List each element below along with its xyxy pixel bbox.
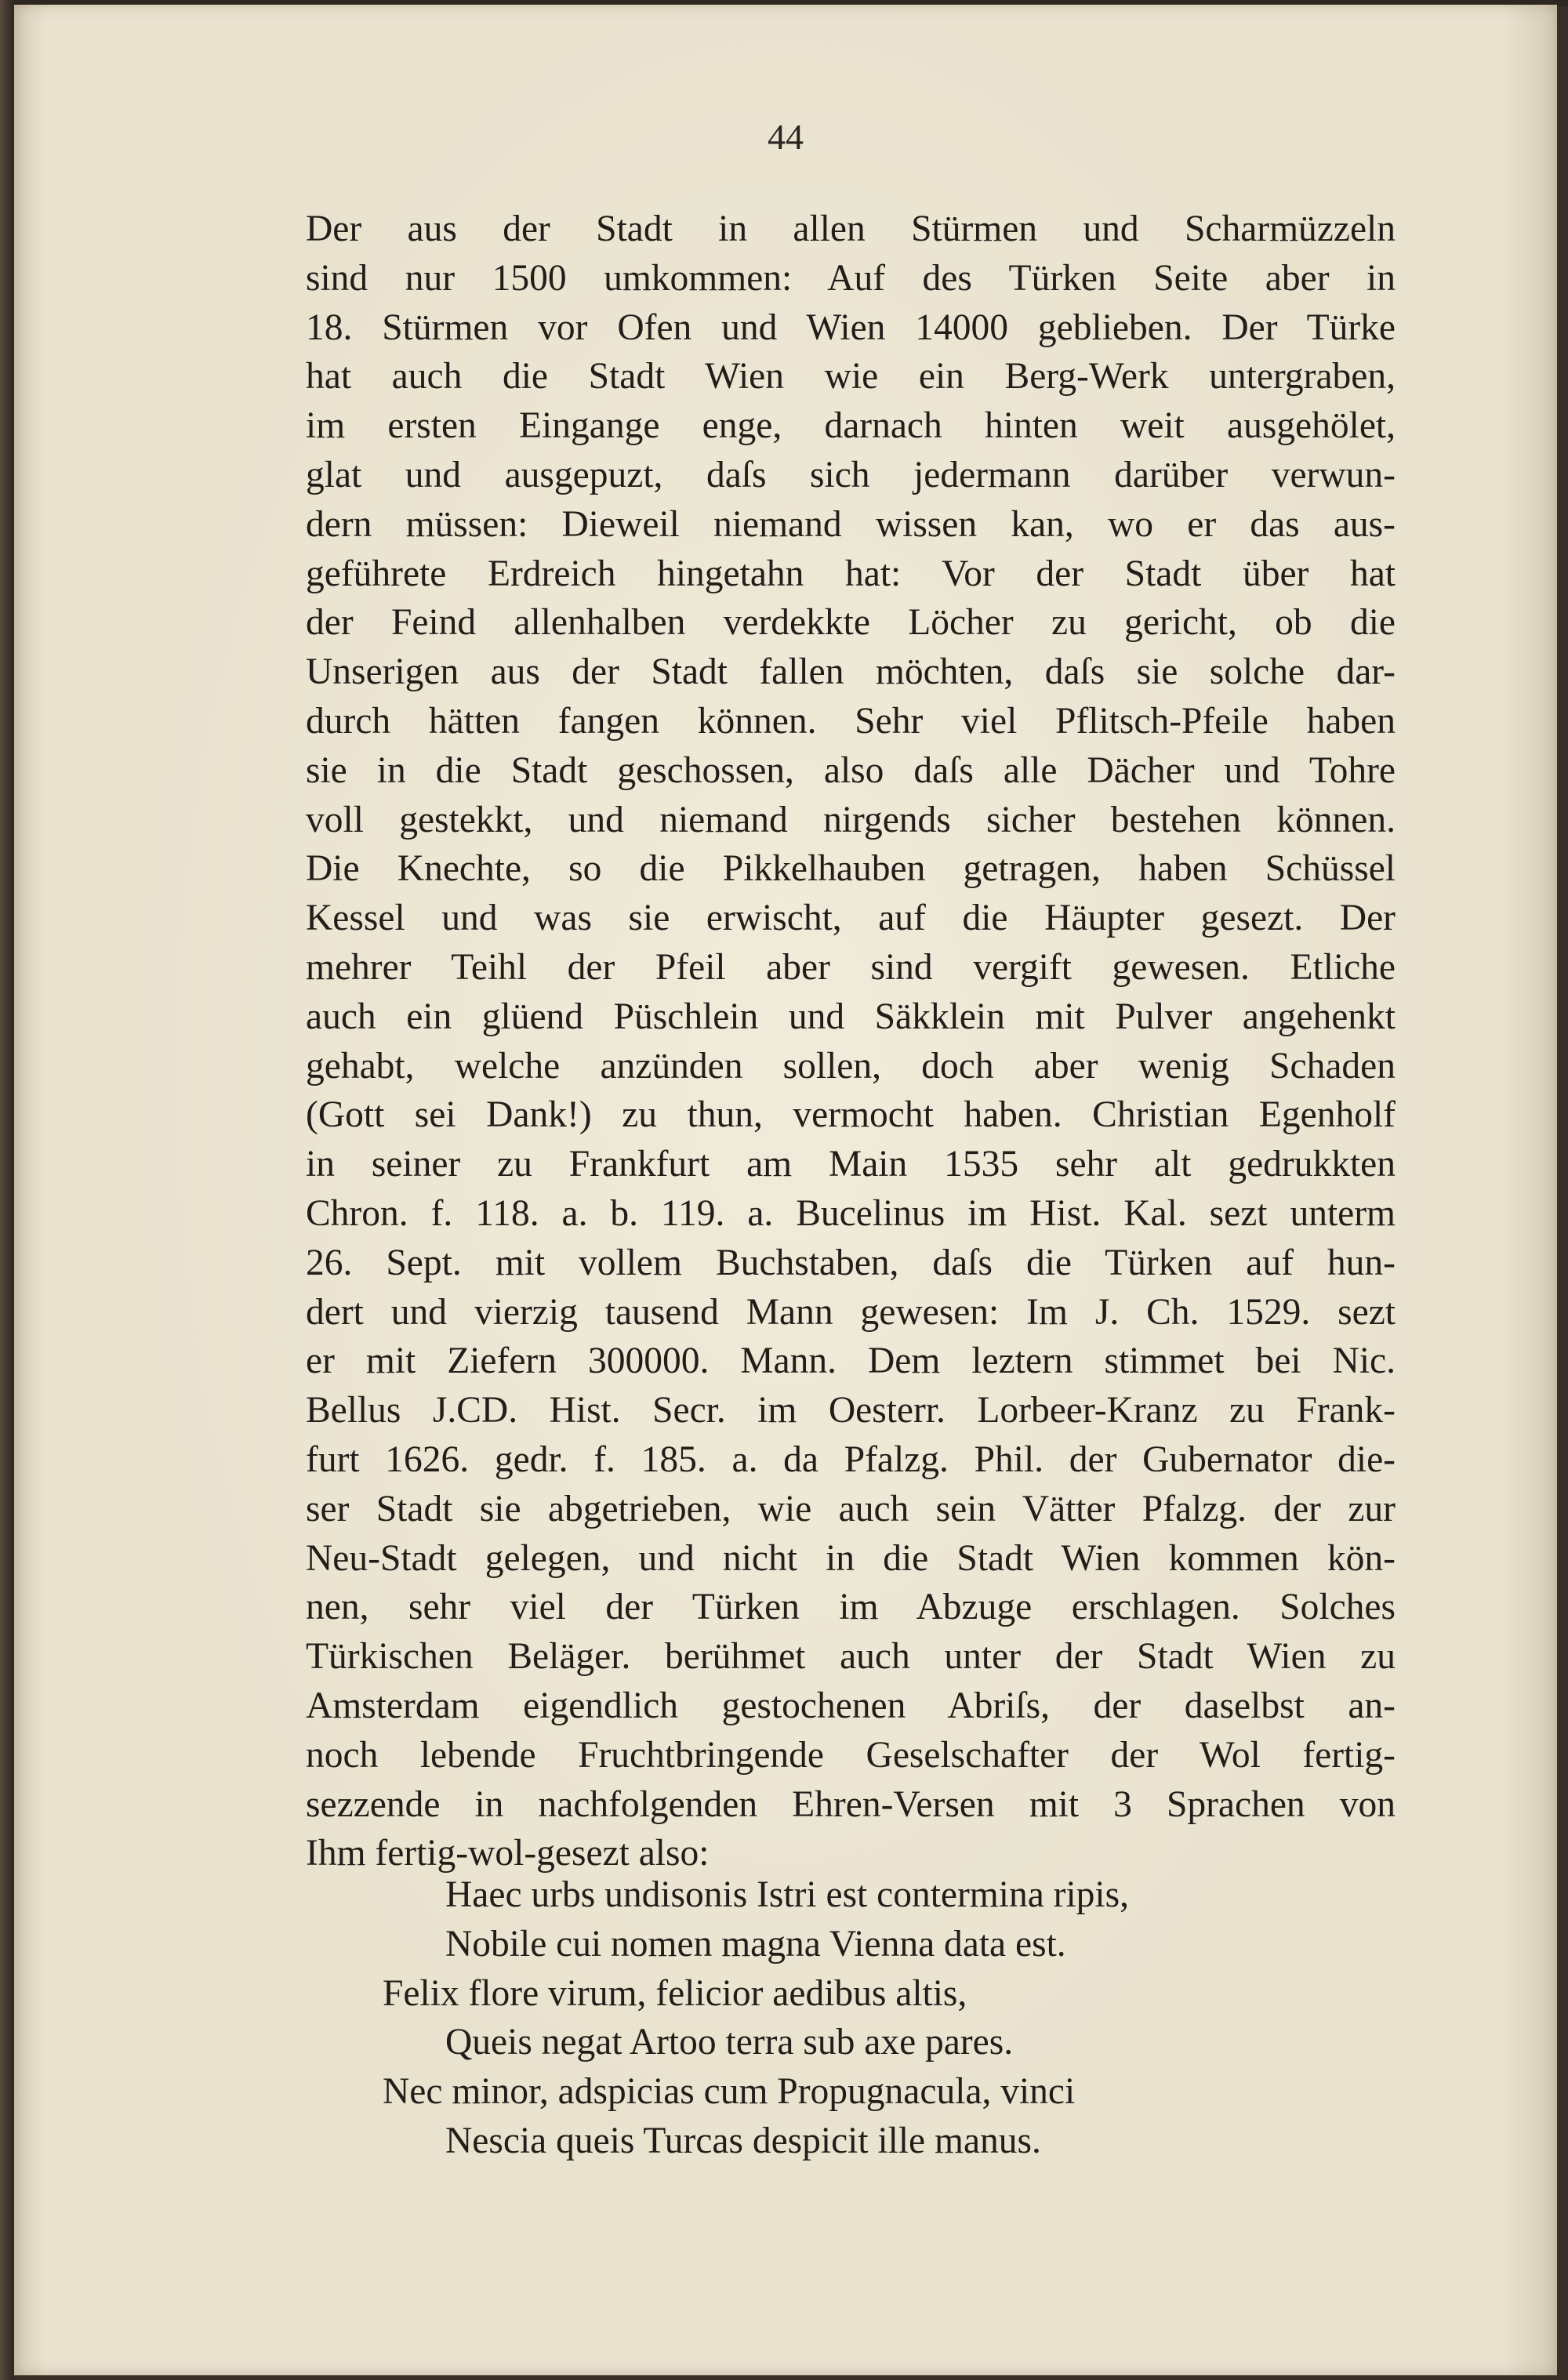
text-line: 26. Sept. mit vollem Buchstaben, daſs die Türken auf hun- (306, 1242, 1396, 1283)
text-line: mehrer Teihl der Pfeil aber sind vergift gewesen. Etliche (306, 946, 1396, 988)
text-line: nen, sehr viel der Türken im Abzuge erschlagen. Solches (306, 1587, 1396, 1628)
text-line: in seiner zu Frankfurt am Main 1535 sehr alt gedrukkten (306, 1144, 1396, 1185)
verse-line: Nec minor, adspicias cum Propugnacula, vinci (383, 2071, 1076, 2113)
text-line: furt 1626. gedr. f. 185. a. da Pfalzg. Phil. der Gubernator die- (306, 1439, 1396, 1480)
text-line: dern müssen: Dieweil niemand wissen kan, wo er das aus- (306, 503, 1396, 545)
verse-line: Queis negat Artoo terra sub axe pares. (445, 2022, 1014, 2063)
text-line: Chron. f. 118. a. b. 119. a. Bucelinus im Hist. Kal. sezt unterm (306, 1192, 1396, 1234)
text-line: (Gott sei Dank!) zu thun, vermocht haben. Christian Egenholf (306, 1094, 1396, 1136)
text-line: Türkischen Beläger. berühmet auch unter der Stadt Wien zu (306, 1636, 1396, 1678)
paragraph (306, 205, 1396, 1878)
text-line: Bellus J.CD. Hist. Secr. im Oesterr. Lorbeer-Kranz zu Frank- (306, 1390, 1396, 1431)
text-line: gehabt, welche anzünden sollen, doch aber wenig Schaden (306, 1045, 1396, 1087)
text-line: hat auch die Stadt Wien wie ein Berg-Werk untergraben, (306, 356, 1396, 397)
text-line: sie in die Stadt geschossen, also daſs alle Dächer und Tohre (306, 749, 1396, 791)
text-line: sind nur 1500 umkommen: Auf des Türken Seite aber in (306, 257, 1396, 299)
page-number: 44 (768, 117, 804, 157)
text-line: sezzende in nachfolgenden Ehren-Versen mit 3 Sprachen von (306, 1783, 1396, 1825)
text-line: Die Knechte, so die Pikkelhauben getragen, haben Schüssel (306, 848, 1396, 890)
book-binding-edge (0, 0, 14, 2380)
text-line: Ihm fertig-wol-gesezt also: (306, 1833, 710, 1874)
text-line: durch hätten fangen können. Sehr viel Pflitsch-Pfeile haben (306, 700, 1396, 742)
text-line: noch lebende Fruchtbringende Geselschafter der Wol fertig- (306, 1734, 1396, 1776)
text-line: Kessel und was sie erwischt, auf die Häupter gesezt. Der (306, 898, 1396, 939)
verse-line: Nobile cui nomen magna Vienna data est. (445, 1923, 1066, 1965)
verse-line: Felix flore virum, felicior aedibus altis, (383, 1972, 967, 2014)
text-line: er mit Ziefern 300000. Mann. Dem leztern stimmet bei Nic. (306, 1341, 1396, 1382)
text-line: geführete Erdreich hingetahn hat: Vor der Stadt über hat (306, 553, 1396, 594)
verse-line: Haec urbs undisonis Istri est contermina ripis, (445, 1874, 1129, 1915)
verse-line: Nescia queis Turcas despicit ille manus. (445, 2121, 1041, 2161)
text-line: Amsterdam eigendlich gestochenen Abriſs, der daselbst an- (306, 1685, 1396, 1726)
text-line: voll gestekkt, und niemand nirgends sicher bestehen können. (306, 799, 1396, 840)
text-line: Unserigen aus der Stadt fallen möchten, daſs sie solche dar- (306, 651, 1396, 693)
text-line: ser Stadt sie abgetrieben, wie auch sein Vätter Pfalzg. der zur (306, 1488, 1396, 1529)
text-line: Der aus der Stadt in allen Stürmen und Scharmüzzeln (306, 209, 1396, 249)
text-line: glat und ausgepuzt, daſs sich jedermann darüber verwun- (306, 454, 1396, 495)
text-line: der Feind allenhalben verdekkte Löcher zu gericht, ob die (306, 602, 1396, 644)
text-line: im ersten Eingange enge, darnach hinten weit ausgehölet, (306, 405, 1396, 447)
book-page (14, 5, 1557, 2375)
text-line: auch ein glüend Püschlein und Säkklein mit Pulver angehenkt (306, 996, 1396, 1037)
text-line: 18. Stürmen vor Ofen und Wien 14000 geblieben. Der Türke (306, 307, 1396, 348)
text-line: Neu-Stadt gelegen, und nicht in die Stadt Wien kommen kön- (306, 1537, 1396, 1579)
text-line: dert und vierzig tausend Mann gewesen: Im J. Ch. 1529. sezt (306, 1291, 1396, 1333)
